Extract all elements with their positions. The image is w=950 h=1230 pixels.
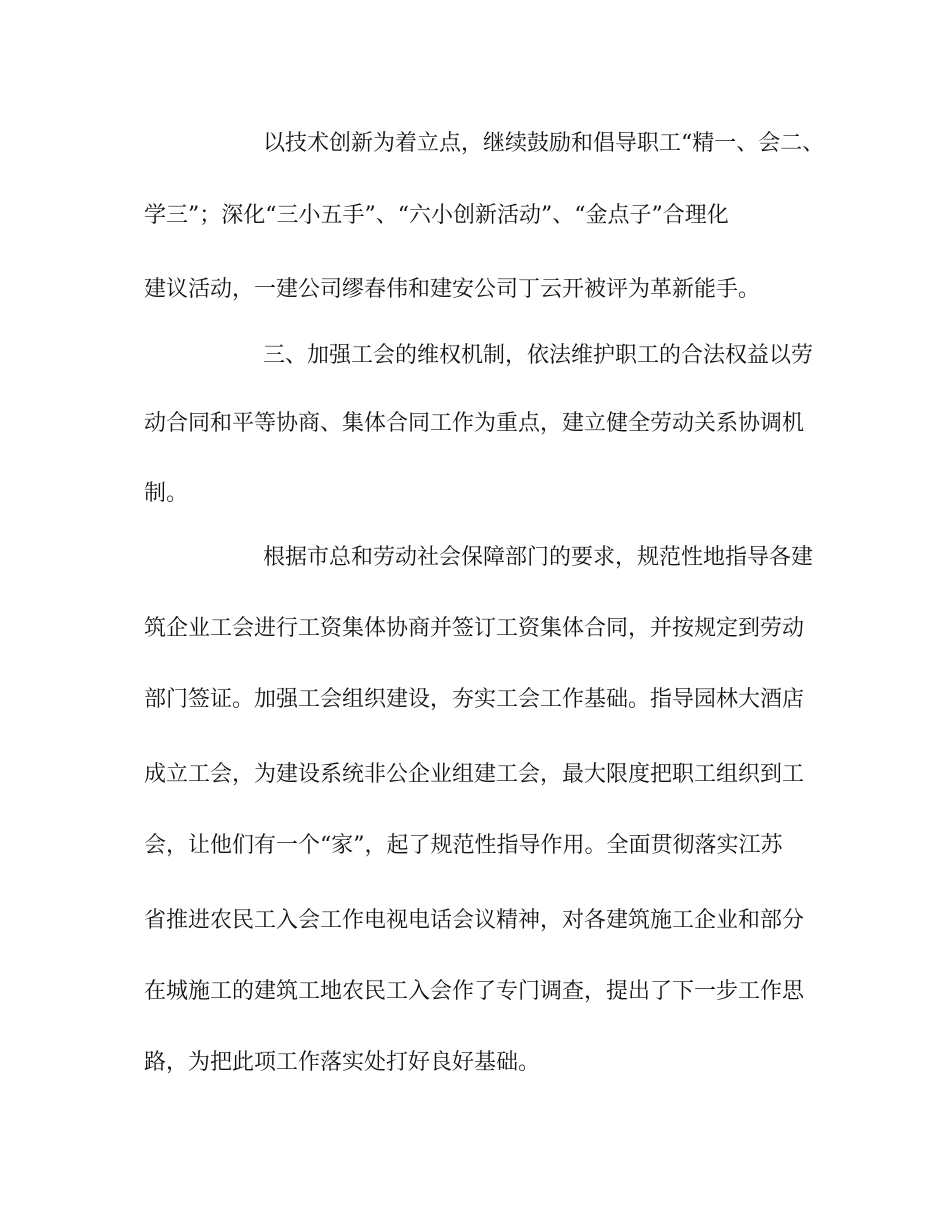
paragraph-3-line-8: 路，为把此项工作落实处打好良好基础。 — [144, 1050, 541, 1075]
paragraph-2-line-1: 三、加强工会的维权机制，依法维护职工的合法权益以劳 — [263, 343, 814, 368]
paragraph-1-line-2: 学三”；深化“三小五手”、“六小创新活动”、“金点子”合理化 — [144, 203, 729, 228]
paragraph-1-line-1: 以技术创新为着立点，继续鼓励和倡导职工“精一、会二、 — [263, 131, 825, 156]
paragraph-3-line-4: 成立工会，为建设系统非公企业组建工会，最大限度把职工组织到工 — [144, 762, 805, 787]
paragraph-2-line-2: 动合同和平等协商、集体合同工作为重点，建立健全劳动关系协调机 — [144, 411, 805, 436]
paragraph-1-line-3: 建议活动，一建公司缪春伟和建安公司丁云开被评为革新能手。 — [144, 277, 761, 302]
paragraph-3-line-3: 部门签证。加强工会组织建设，夯实工会工作基础。指导园林大酒店 — [144, 687, 805, 712]
paragraph-3-line-2: 筑企业工会进行工资集体协商并签订工资集体合同，并按规定到劳动 — [144, 616, 805, 641]
paragraph-3-line-7: 在城施工的建筑工地农民工入会作了专门调查，提出了下一步工作思 — [144, 979, 805, 1004]
paragraph-3-line-6: 省推进农民工入会工作电视电话会议精神，对各建筑施工企业和部分 — [144, 908, 805, 933]
paragraph-2-line-3: 制。 — [144, 481, 189, 506]
paragraph-3-line-5: 会，让他们有一个“家”，起了规范性指导作用。全面贯彻落实江苏 — [144, 833, 783, 858]
paragraph-3-line-1: 根据市总和劳动社会保障部门的要求，规范性地指导各建 — [263, 545, 814, 570]
